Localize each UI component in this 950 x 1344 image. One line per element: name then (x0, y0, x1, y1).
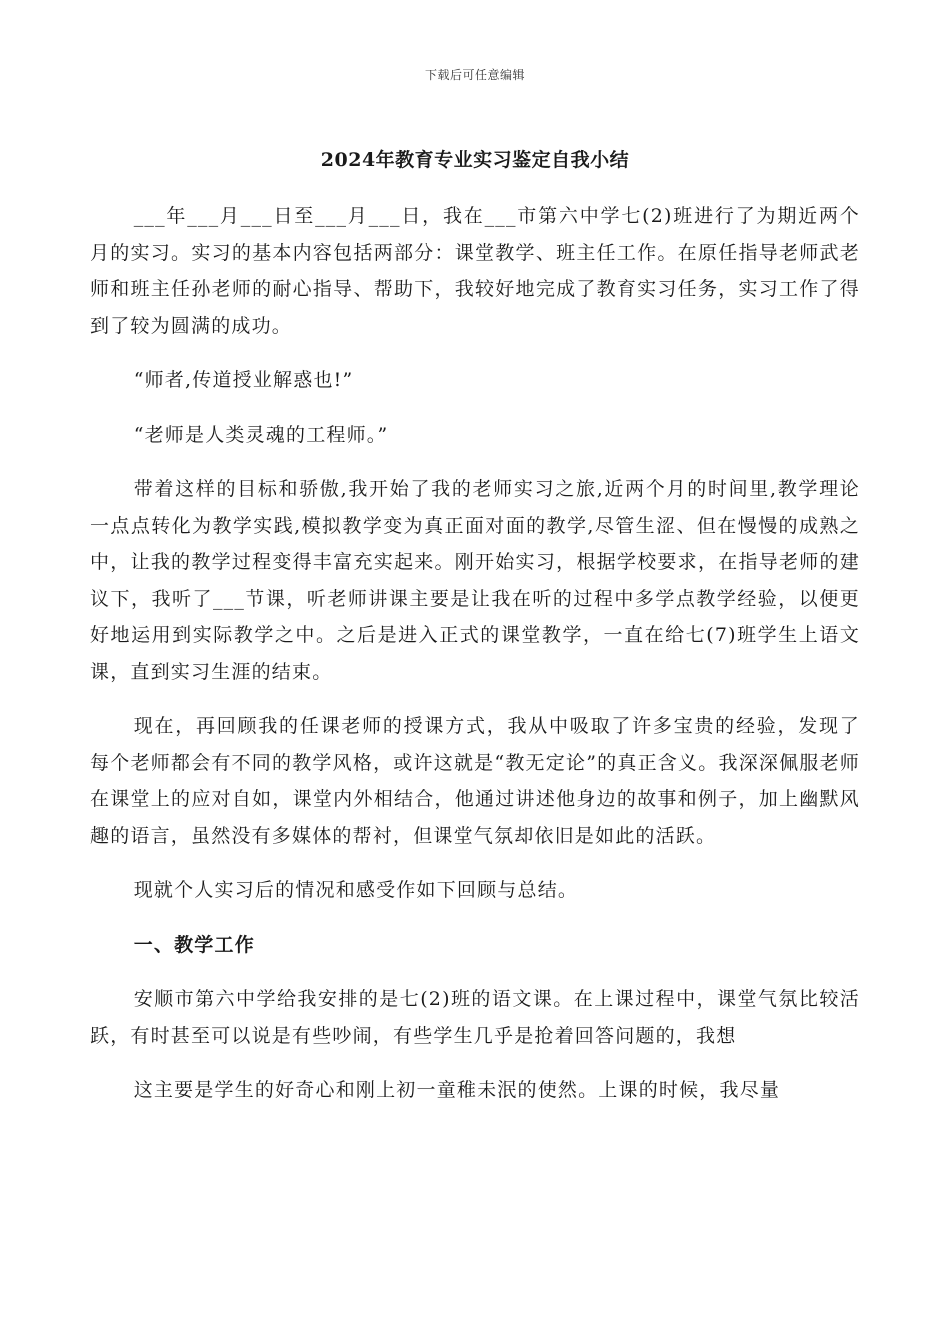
document-title: 2024年教育专业实习鉴定自我小结 (320, 149, 630, 171)
paragraph-internship-overview: ___年___月___日至___月___日，我在___市第六中学七(2)班进行了为期近两个月的实习。实习的基本内容包括两部分：课堂教学、班主任工作。在原任指导老师武老师和班主任孙老师的耐心指导、帮助下，我较好地完成了教育实习任务，实习工作了得到了较为圆满的成功。 (90, 205, 860, 337)
quote-teacher-engineer: “老师是人类灵魂的工程师。” (133, 423, 389, 446)
section-heading-teaching: 一、教学工作 (133, 933, 255, 956)
document-body (90, 198, 860, 1109)
paragraph-teaching-styles: 现在，再回顾我的任课老师的授课方式，我从中吸取了许多宝贵的经验，发现了每个老师都会有不同的教学风格，或许这就是“教无定论”的真正含义。我深深佩服老师在课堂上的应对自如，课堂内外相结合，他通过讲述他身边的故事和例子，加上幽默风趣的语言，虽然没有多媒体的帮衬，但课堂气氛却依旧是如此的活跃。 (90, 715, 860, 847)
paragraph-class-assignment: 安顺市第六中学给我安排的是七(2)班的语文课。在上课过程中，课堂气氛比较活跃，有时甚至可以说是有些吵闹，有些学生几乎是抢着回答问题的，我想 (90, 988, 860, 1047)
paragraph-internship-journey: 带着这样的目标和骄傲,我开始了我的老师实习之旅,近两个月的时间里,教学理论一点点转化为教学实践,模拟教学变为真正面对面的教学,尽管生涩、但在慢慢的成熟之中，让我的教学过程变得丰富充实起来。刚开始实习，根据学校要求，在指导老师的建议下，我听了___节课，听老师讲课主要是让我在听的过程中多学点教学经验，以便更好地运用到实际教学之中。之后是进入正式的课堂教学，一直在给七(7)班学生上语文课，直到实习生涯的结束。 (90, 478, 860, 683)
paragraph-summary-intro: 现就个人实习后的情况和感受作如下回顾与总结。 (133, 879, 579, 901)
quote-teacher-role: “师者,传道授业解惑也!” (133, 369, 354, 391)
page-header-note: 下载后可任意编辑 (424, 68, 525, 82)
paragraph-student-curiosity: 这主要是学生的好奇心和刚上初一童稚未泯的使然。上课的时候，我尽量 (133, 1079, 781, 1101)
